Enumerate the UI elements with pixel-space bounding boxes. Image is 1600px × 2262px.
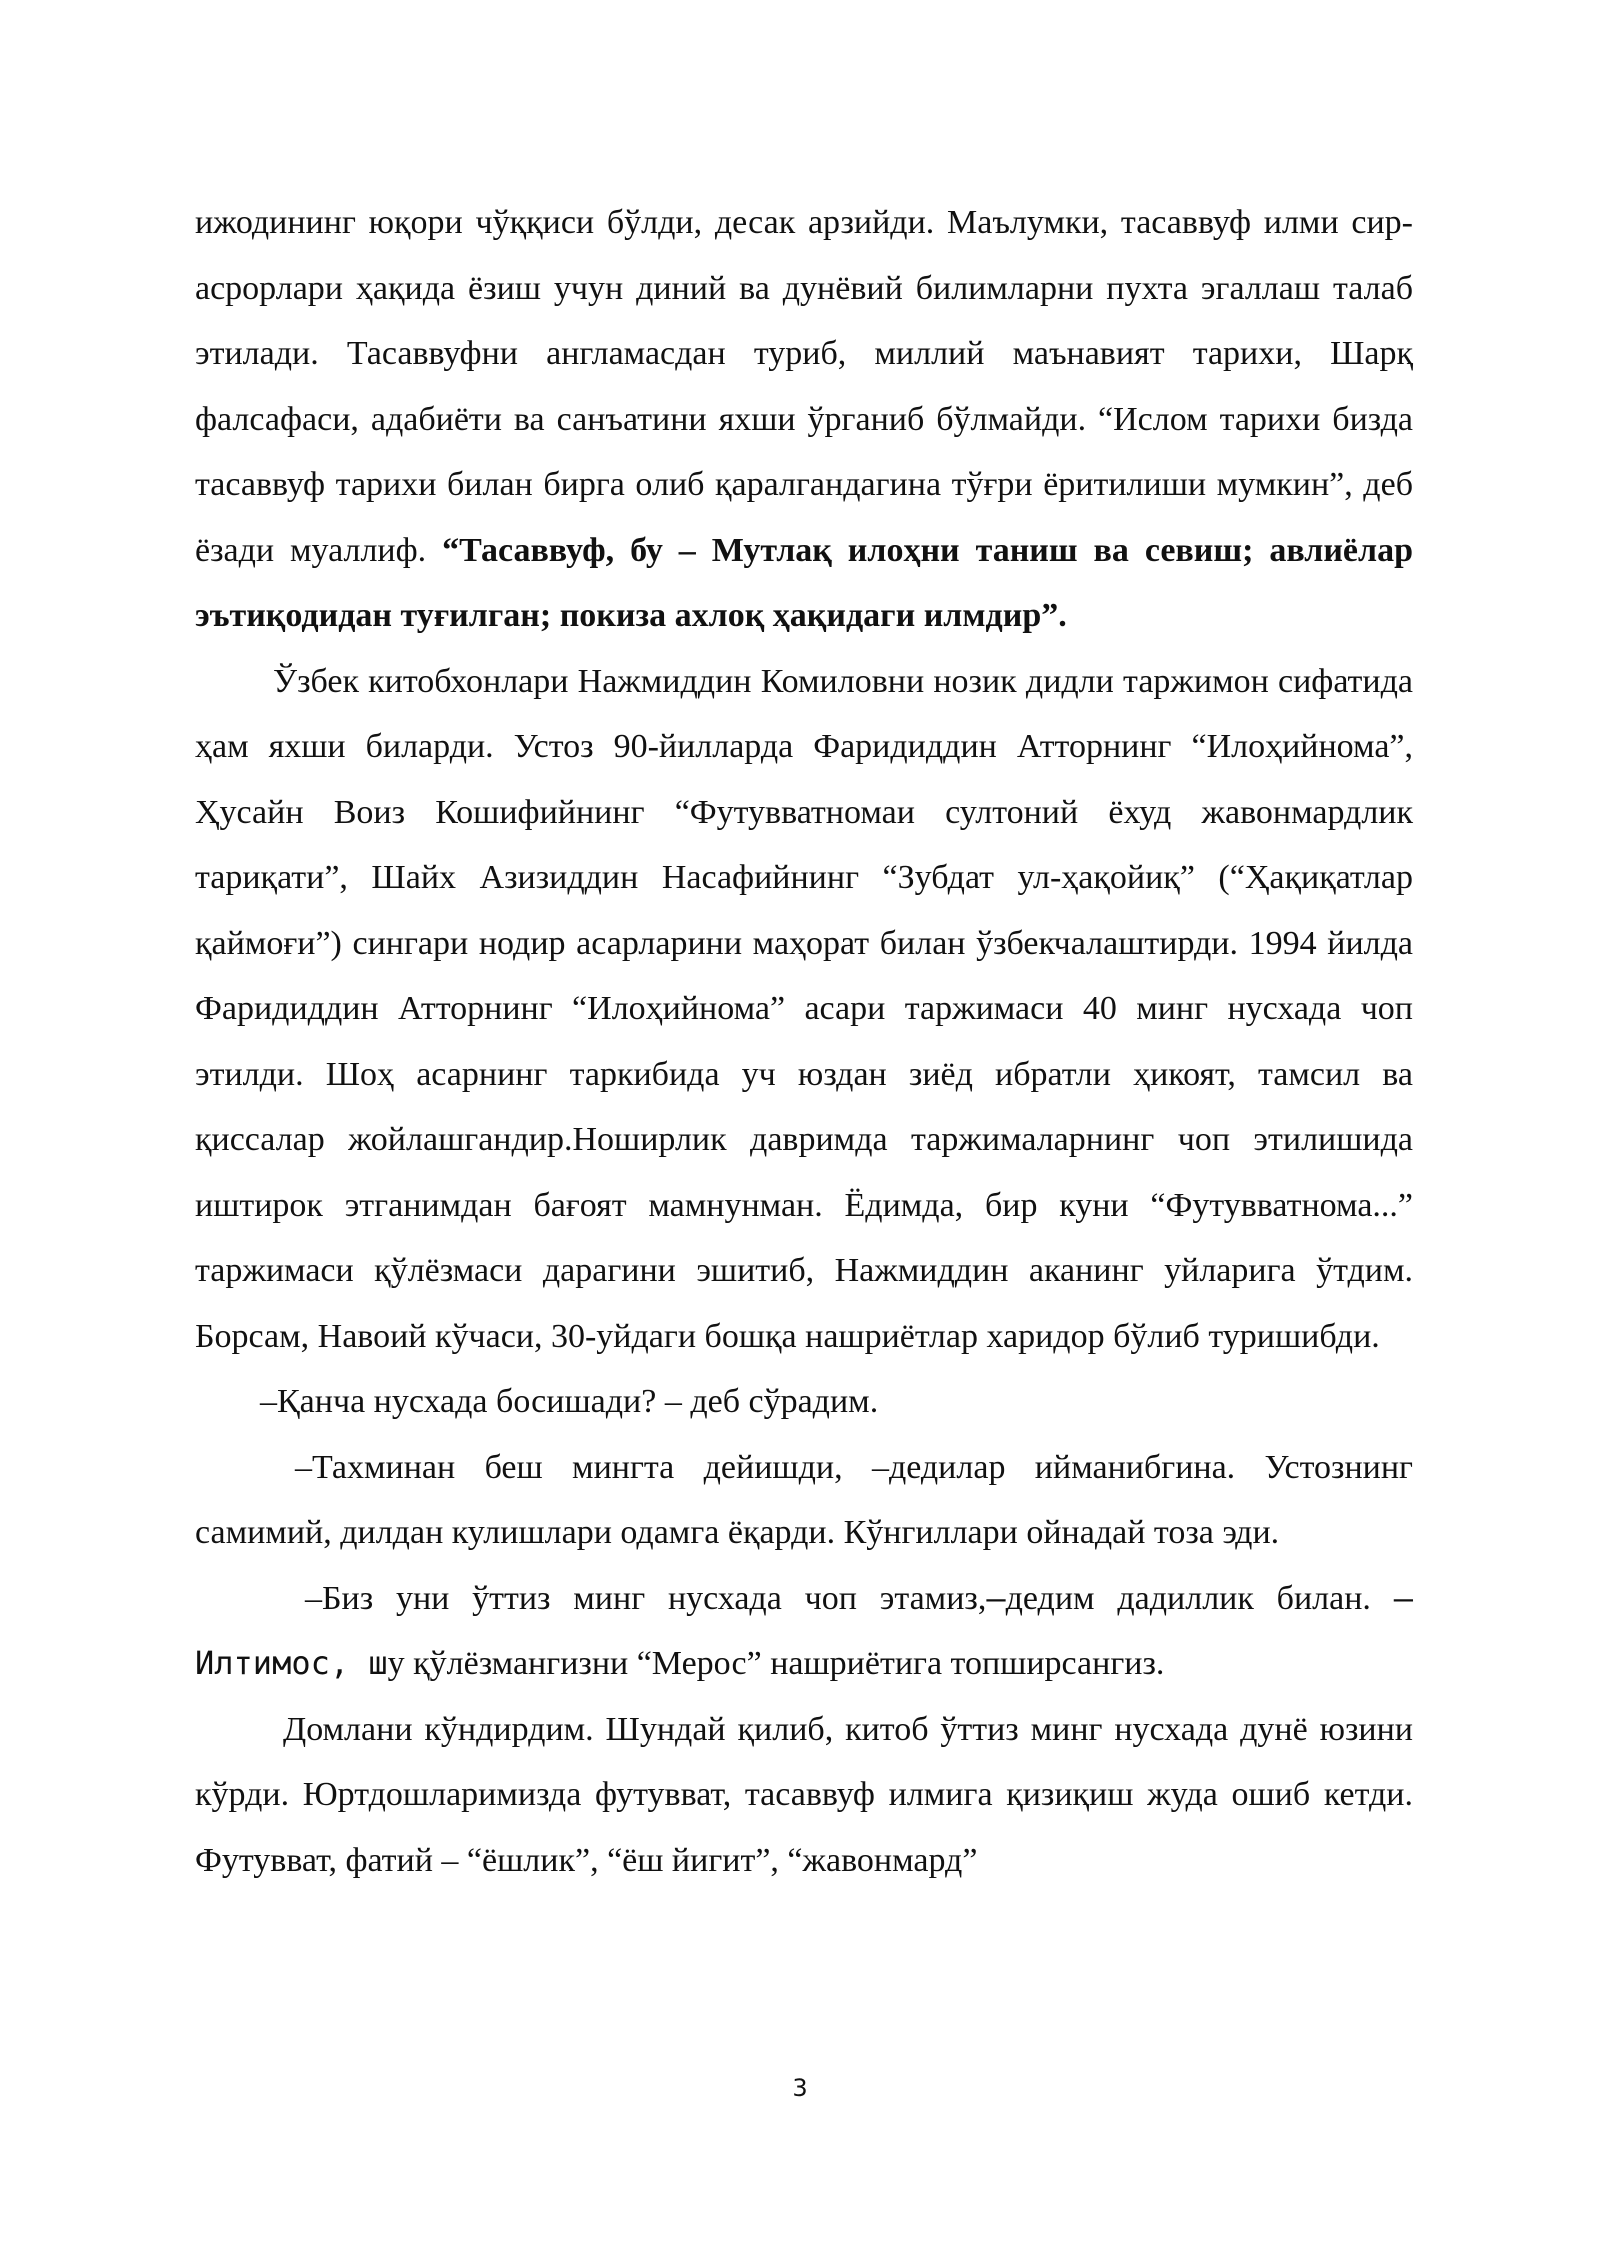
tasavvuf-definition-quote: “Тасаввуф, бу – Мутлақ илоҳни таниш ва севиш; авлиёлар эътиқодидан туғилган; покиза ахлоқ ҳақидаги илмдир”. <box>195 531 1413 634</box>
paragraph-6: Домлани кўндирдим. Шундай қилиб, китоб ўттиз минг нусхада дунё юзини кўрди. Юртдошларимизда футувват, тасаввуф илмига қизиқиш жуда ошиб кетди. Футувват, фатий – “ёшлик”, “ёш йигит”, “жавонмард” <box>195 1710 1413 1879</box>
body-text <box>195 190 1413 1893</box>
dialogue-reply-start: –Биз уни ўттиз минг нусхада чоп этамиз, <box>305 1579 987 1617</box>
dialogue-question: –Қанча нусхада босишади? – деб сўрадим. <box>260 1383 879 1420</box>
dialogue-reply-end: у қўлёзмангизни “Мерос” нашриётига топширсангиз. <box>387 1645 1165 1682</box>
page-number: 3 <box>792 2074 808 2102</box>
dialogue-reply-mono-word: Илтимос, ш <box>195 1644 388 1682</box>
dialogue-reply-dash: – <box>986 1578 1006 1617</box>
paragraph-1-text: ижодининг юқори чўққиси бўлди, десак арзийди. Маълумки, тасаввуф илми сир-асрорлари ҳақида ёзиш учун диний ва дунёвий билимларни пухта эгаллаш талаб этилади. Тасаввуфни англамасдан туриб, миллий маънавият тарихи, Шарқ фалсафаси, адабиёти ва санъатини яхши ўрганиб бўлмайди. “Ислом тарихи бизда тасаввуф тарихи билан бирга олиб қаралгандагина тўғри ёритилиши мумкин”, деб ёзади муаллиф. <box>195 204 1413 569</box>
dialogue-answer: –Тахминан беш мингта дейишди, –дедилар ийманибгина. Устознинг самимий, дилдан кулишлари одамга ёқарди. Кўнгиллари ойнадай тоза эди. <box>195 1448 1413 1551</box>
paragraph-1 <box>195 190 1413 649</box>
paragraph-2: Ўзбек китобхонлари Нажмиддин Комиловни нозик дидли таржимон сифатида ҳам яхши биларди. Устоз 90-йилларда Фаридиддин Атторнинг “Илоҳийнома”, Ҳусайн Воиз Кошифийнинг “Футувватномаи султоний ёхуд жавонмардлик тариқати”, Шайх Азизиддин Насафийнинг “Зубдат ул-ҳақойиқ” (“Ҳақиқатлар қаймоғи”) сингари нодир асарларини маҳорат билан ўзбекчалаштирди. 1994 йилда Фаридиддин Атторнинг “Илоҳийнома” асари таржимаси 40 минг нусхада чоп этилди. Шоҳ асарнинг таркибида уч юздан зиёд ибратли ҳикоят, тамсил ва қиссалар жойлашгандир.Ноширлик давримда таржималарнинг чоп этилишида иштирок этганимдан бағоят мамнунман. Ёдимда, бир куни “Футувватнома...” таржимаси қўлёзмаси дарагини эшитиб, Нажмиддин аканинг уйларига ўтдим. Борсам, Навоий кўчаси, 30-уйдаги бошқа нашриётлар харидор бўлиб туришибди. <box>195 662 1413 1355</box>
dialogue-reply <box>195 1566 1413 1697</box>
dialogue-reply-mid: дедим дадиллик билан. <box>1005 1579 1394 1617</box>
dialogue-reply-dash-2: – <box>1393 1578 1414 1617</box>
